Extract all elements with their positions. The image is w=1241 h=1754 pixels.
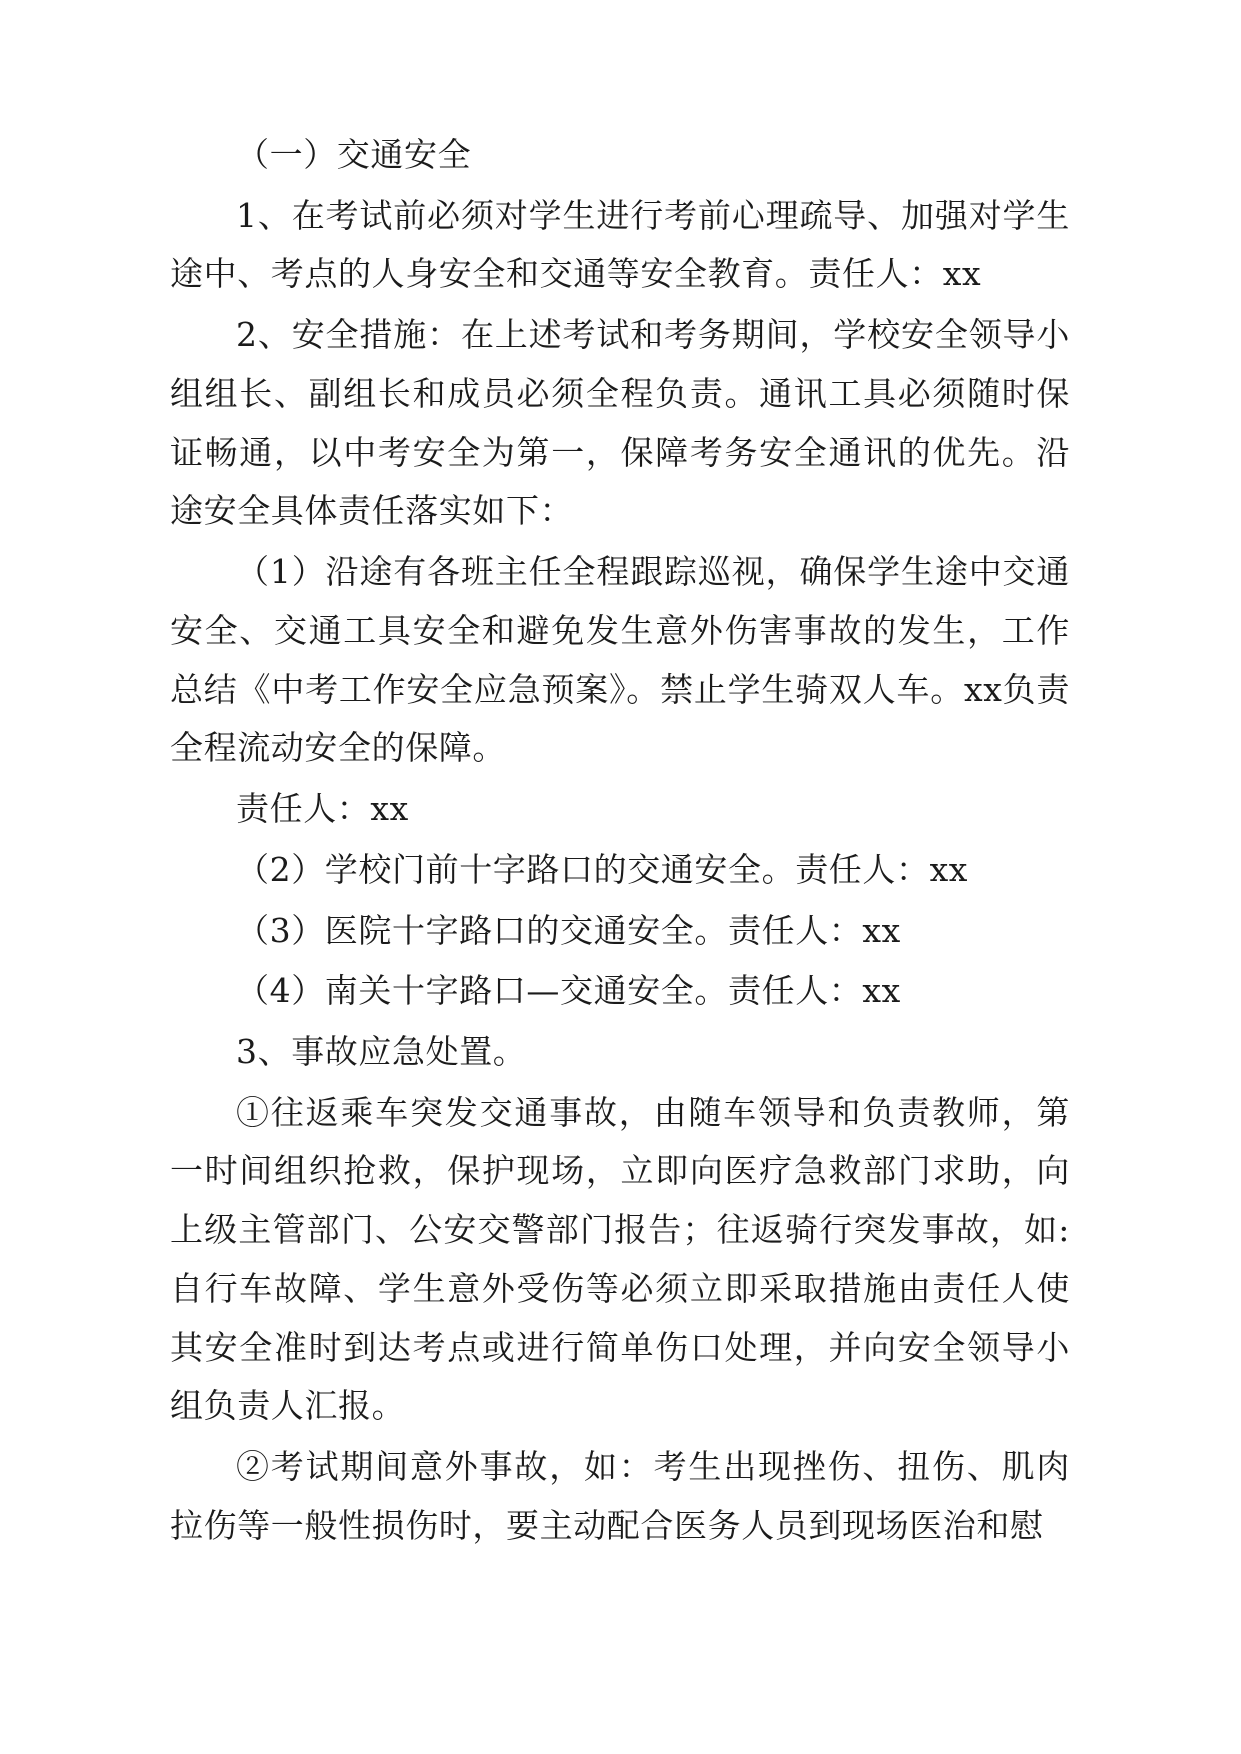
paragraph-item-2-2: （2）学校门前十字路口的交通安全。责任人：xx <box>236 849 969 889</box>
paragraph-item-3-1: ①往返乘车突发交通事故，由随车领导和负责教师，第一时间组织抢救，保护现场，立即向医疗急救部门求助，向上级主管部门、公安交警部门报告；往返骑行突发事故，如:自行车故障、学生意外受伤等必须立即采取措施由责任人使其安全准时到达考点或进行简单伤口处理，并向安全领导小组负责人汇报。 <box>170 1092 1070 1426</box>
paragraph-item-3: 3、事故应急处置。 <box>236 1032 527 1072</box>
paragraph-item-1: 1、在考试前必须对学生进行考前心理疏导、加强对学生途中、考点的人身安全和交通等安全教育。责任人：xx <box>170 195 1070 294</box>
paragraph-item-2-3: （3）医院十字路口的交通安全。责任人：xx <box>236 910 901 950</box>
document-body <box>170 126 1070 1558</box>
paragraph-item-2-4: （4）南关十字路口—交通安全。责任人：xx <box>236 971 901 1011</box>
paragraph-responsible-person: 责任人：xx <box>236 789 409 829</box>
paragraph-item-2: 2、安全措施：在上述考试和考务期间，学校安全领导小组组长、副组长和成员必须全程负责。通讯工具必须随时保证畅通，以中考安全为第一，保障考务安全通讯的优先。沿途安全具体责任落实如下： <box>170 315 1070 531</box>
paragraph-section-heading: （一）交通安全 <box>236 135 472 174</box>
paragraph-item-2-1: （1）沿途有各班主任全程跟踪巡视，确保学生途中交通安全、交通工具安全和避免发生意外伤害事故的发生，工作总结《中考工作安全应急预案》。禁止学生骑双人车。xx负责全程流动安全的保障。 <box>170 552 1070 768</box>
paragraph-item-3-2: ②考试期间意外事故，如：考生出现挫伤、扭伤、肌肉拉伤等一般性损伤时，要主动配合医务人员到现场医治和慰 <box>170 1447 1070 1545</box>
